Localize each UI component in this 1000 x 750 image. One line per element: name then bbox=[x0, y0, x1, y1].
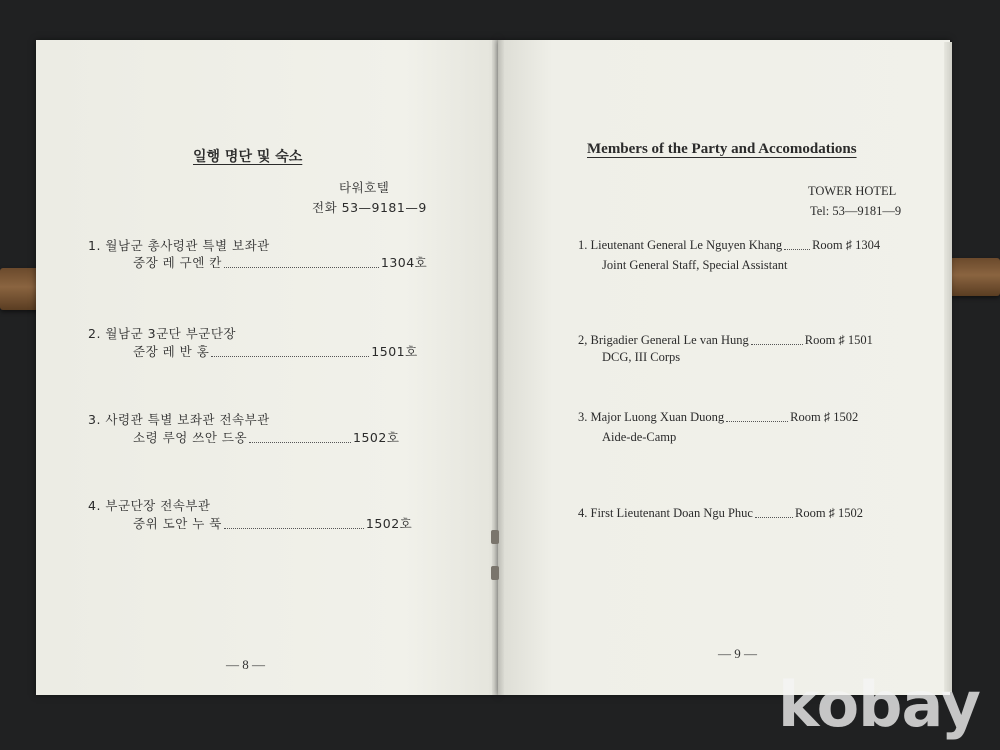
right-page-number: — 9 — bbox=[718, 646, 757, 661]
right-entry-4-room: 1502 bbox=[838, 506, 864, 520]
page-stack-edge bbox=[944, 42, 952, 692]
staple bbox=[491, 530, 499, 544]
left-entry-1-line bbox=[133, 253, 427, 271]
left-entry-3-name: 소령 루엉 쓰안 드옹 bbox=[133, 430, 248, 445]
left-entry-4-room: 1502호 bbox=[365, 516, 413, 531]
right-hotel-name: TOWER HOTEL bbox=[808, 184, 897, 198]
left-page bbox=[36, 40, 498, 695]
right-entry-1-line: 1. Lieutenant General Le Nguyen Khang Room ♯ 1304 bbox=[578, 238, 881, 252]
left-entry-3-line bbox=[133, 428, 399, 446]
left-entry-1-role: 1. 월남군 총사령관 특별 보좌관 bbox=[88, 238, 270, 253]
left-entry-4-line bbox=[133, 514, 412, 532]
left-entry-4-name: 중위 도안 누 푹 bbox=[133, 516, 222, 531]
right-page-title: Members of the Party and Accomodations bbox=[587, 141, 857, 157]
staple bbox=[491, 566, 499, 580]
left-entry-2-name: 준장 레 반 홍 bbox=[133, 344, 210, 359]
right-entry-2-role: DCG, III Corps bbox=[602, 350, 681, 364]
left-entry-2-line bbox=[133, 342, 418, 360]
kobay-watermark: kobay bbox=[778, 668, 980, 741]
left-entry-3-room: 1502호 bbox=[353, 430, 400, 445]
right-entry-4-line: 4. First Lieutenant Doan Ngu Phuc Room ♯ 1502 bbox=[578, 506, 864, 520]
right-hotel-tel: Tel: 53—9181—9 bbox=[810, 204, 902, 218]
left-hotel-tel: 전화 53—9181—9 bbox=[312, 200, 427, 215]
right-entry-4-name: First Lieutenant Doan Ngu Phuc bbox=[590, 506, 753, 520]
left-entry-1-room: 1304호 bbox=[380, 255, 428, 270]
right-entry-2-line: 2, Brigadier General Le van Hung Room ♯ 1501 bbox=[578, 333, 873, 347]
book-spine bbox=[492, 40, 504, 695]
left-entry-3-role: 3. 사령관 특별 보좌관 전속부관 bbox=[88, 412, 270, 427]
left-entry-2-role: 2. 월남군 3군단 부군단장 bbox=[88, 326, 236, 341]
left-page-number: — 8 — bbox=[226, 657, 265, 672]
right-entry-3-name: Major Luong Xuan Duong bbox=[590, 410, 725, 424]
left-hotel-name: 타워호텔 bbox=[339, 180, 390, 195]
right-page bbox=[498, 40, 950, 695]
right-entry-2-room: 1501 bbox=[847, 333, 873, 347]
right-entry-1-name: Lieutenant General Le Nguyen Khang bbox=[590, 238, 783, 252]
left-entry-1-name: 중장 레 구엔 칸 bbox=[133, 255, 222, 270]
right-entry-3-line: 3. Major Luong Xuan Duong Room ♯ 1502 bbox=[578, 410, 859, 424]
right-entry-3-role: Aide-de-Camp bbox=[602, 430, 677, 444]
left-entry-4-role: 4. 부군단장 전속부관 bbox=[88, 498, 211, 513]
right-entry-1-room: 1304 bbox=[855, 238, 881, 252]
left-entry-2-room: 1501호 bbox=[371, 344, 418, 359]
right-entry-3-room: 1502 bbox=[833, 410, 859, 424]
right-entry-1-role: Joint General Staff, Special Assistant bbox=[602, 258, 788, 272]
left-page-title: 일행 명단 및 숙소 bbox=[193, 149, 303, 165]
right-entry-2-name: Brigadier General Le van Hung bbox=[590, 333, 749, 347]
